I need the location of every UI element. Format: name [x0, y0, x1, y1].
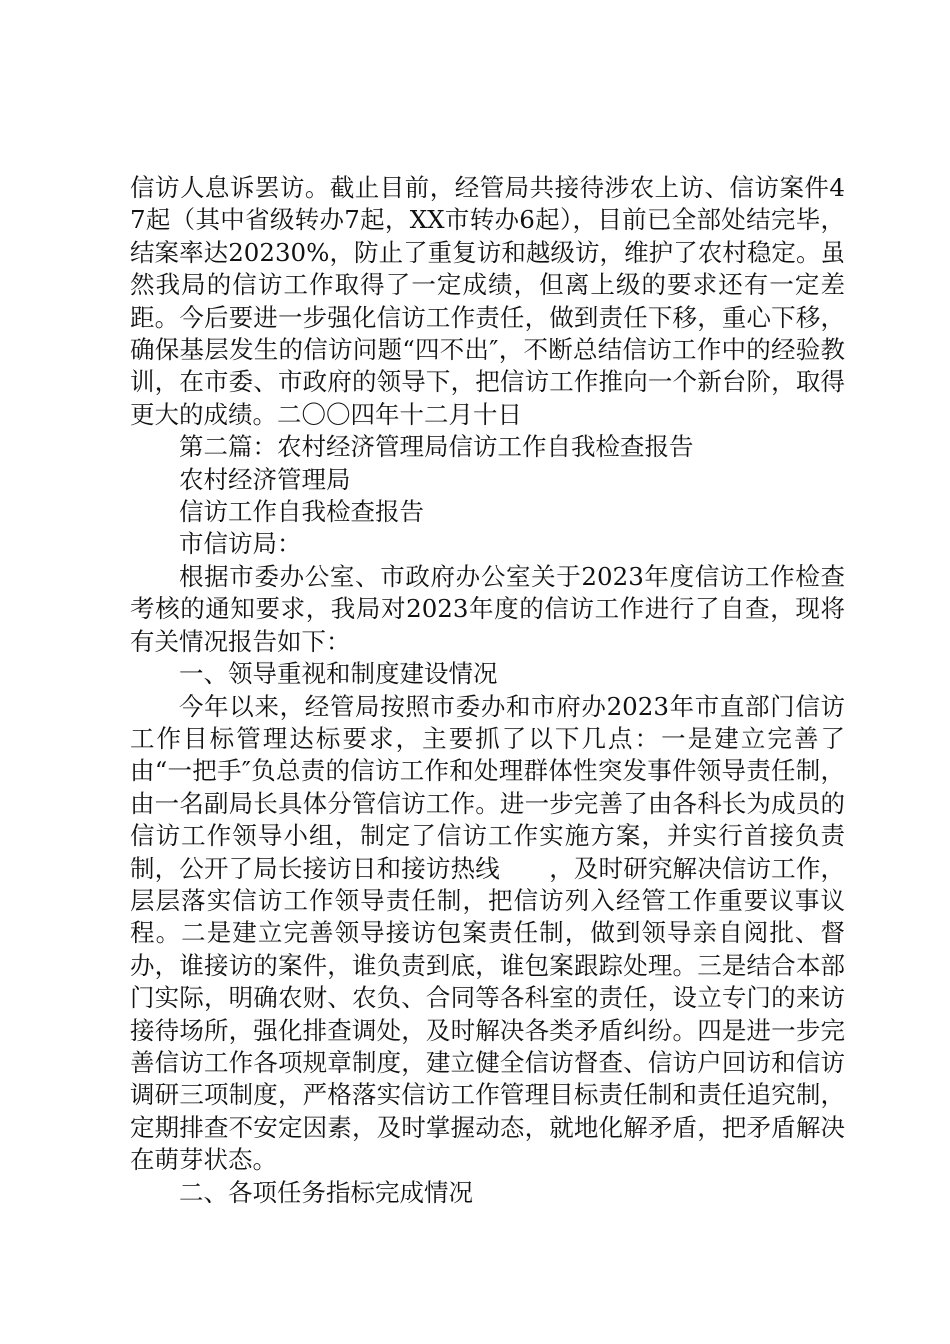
- org-name: 农村经济管理局: [179, 464, 351, 494]
- body-paragraph: 今年以来，经管局按照市委办和市府办2023年市直部门信访工作目标管理达标要求，主要抓了以下几点：一是建立完善了由“一把手″负总责的信访工作和处理群体性突发事件领导责任制，由一名副局长具体分管信访工作。进一步完善了由各科长为成员的信访工作领导小组，制定了信访工作实施方案，并实行首接负责制，公开了局长接访日和接访热线 ，及时研究解决信访工作，层层落实信访工作领导责任制，把信访列入经管工作重要议事议程。二是建立完善领导接访包案责任制，做到领导亲自阅批、督办，谁接访的案件，谁负责到底，谁包案跟踪处理。三是结合本部门实际，明确农财、农负、合同等各科室的责任，设立专门的来访接待场所，强化排查调处，及时解决各类矛盾纠纷。四是进一步完善信访工作各项规章制度，建立健全信访督查、信访户回访和信访调研三项制度，严格落实信访工作管理目标责任制和责任追究制，定期排查不安定因素，及时掌握动态，就地化解矛盾，把矛盾解决在萌芽状态。: [130, 691, 845, 1175]
- addressee: 市信访局：: [179, 529, 302, 559]
- heading-two: 二、各项任务指标完成情况: [179, 1177, 473, 1207]
- document-body: [130, 172, 845, 1209]
- heading-one: 一、领导重视和制度建设情况: [179, 659, 498, 689]
- paragraph-continuation: 信访人息诉罢访。截止目前，经管局共接待涉农上访、信访案件47起（其中省级转办7起，XX市转办6起），目前已全部处结完毕，结案率达20230%，防止了重复访和越级访，维护了农村稳定。虽然我局的信访工作取得了一定成绩，但离上级的要求还有一定差距。今后要进一步强化信访工作责任，做到责任下移，重心下移，确保基层发生的信访问题“四不出″，不断总结信访工作中的经验教训，在市委、市政府的领导下，把信访工作推向一个新台阶，取得更大的成绩。二〇〇四年十二月十日: [130, 173, 845, 429]
- intro-paragraph: 根据市委办公室、市政府办公室关于2023年度信访工作检查考核的通知要求，我局对2023年度的信访工作进行了自查，现将有关情况报告如下：: [130, 561, 845, 656]
- report-title: 信访工作自我检查报告: [179, 497, 424, 527]
- section-title: 第二篇：农村经济管理局信访工作自我检查报告: [179, 432, 694, 462]
